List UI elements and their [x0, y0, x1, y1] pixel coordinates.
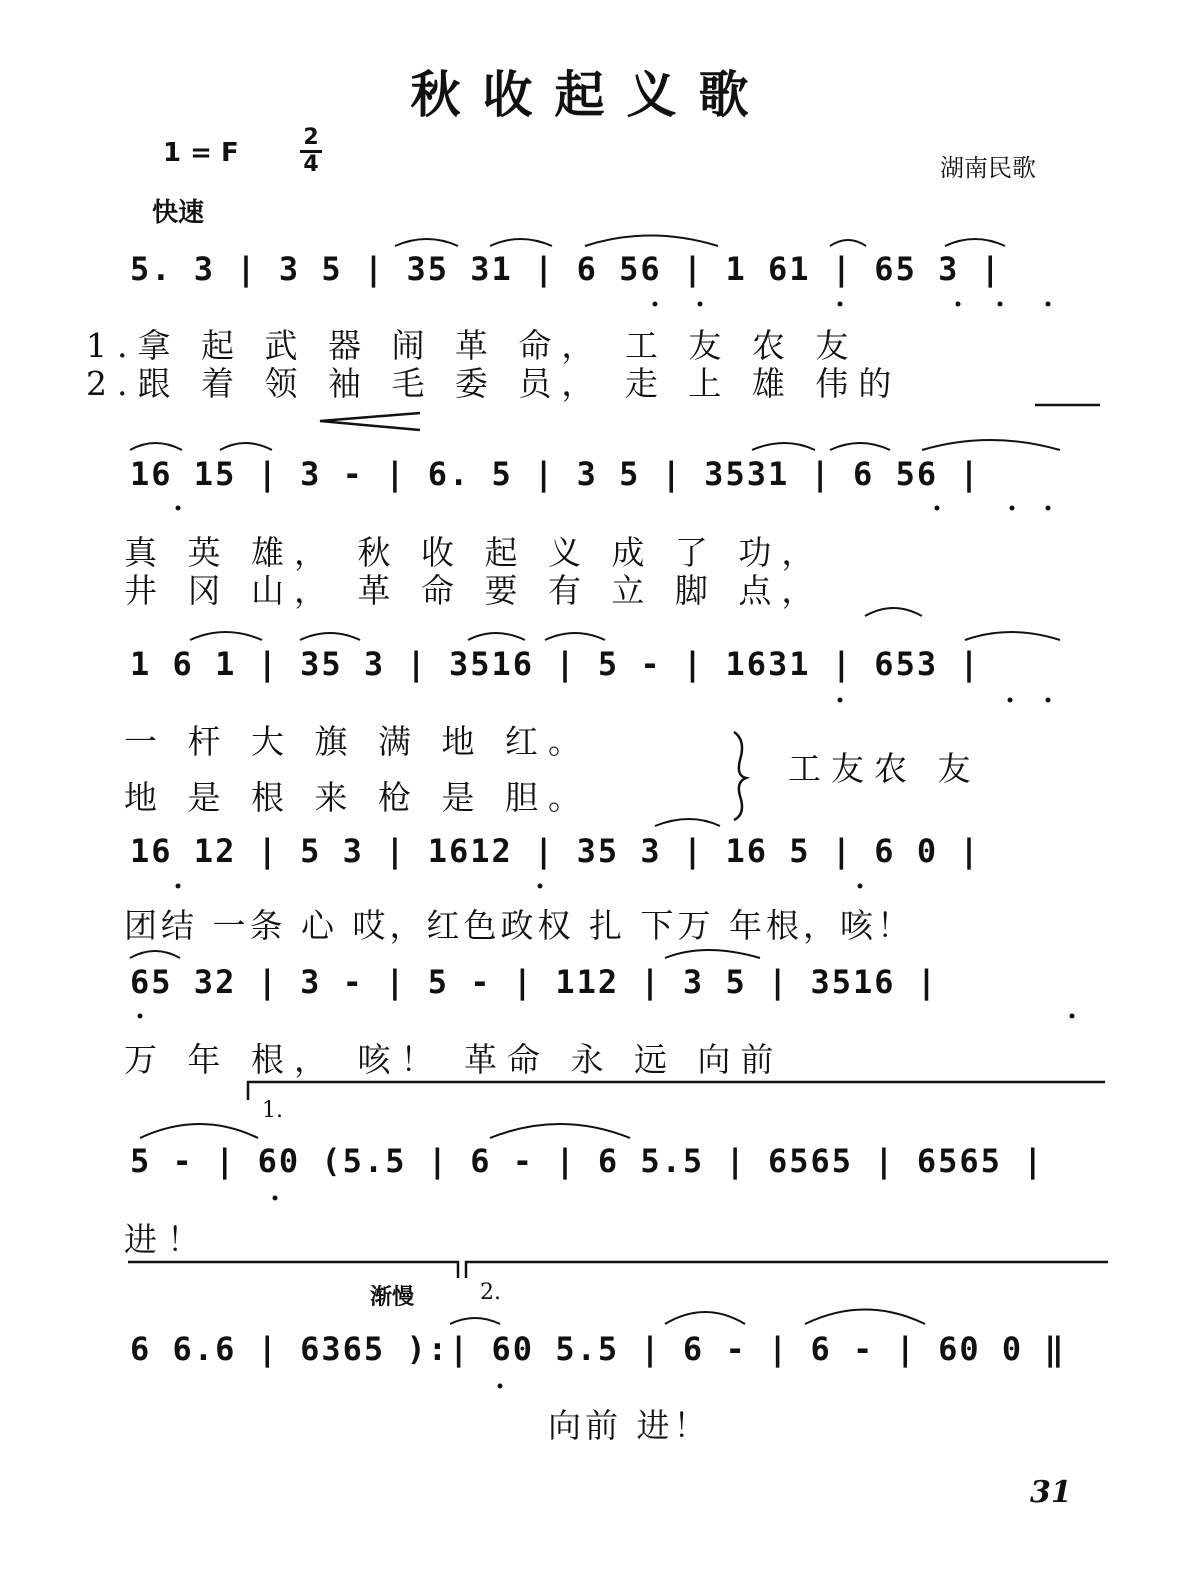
lyric-row-1-verse-1: 1.拿 起 武 器 闹 革 命， 工 友 农 友	[86, 326, 859, 365]
page-title: 秋收起义歌	[410, 65, 771, 124]
time-bottom: 4	[303, 152, 319, 177]
notation-row-7: 6 6.6 | 6365 ):| 60 5.5 | 6 - | 6 - | 60 0 ‖	[130, 1330, 1066, 1368]
lyric-row-4: 团结 一条 心 哎，红色政权 扎 下万 年根，咳！	[124, 906, 914, 945]
notation-row-1: 5. 3 | 3 5 | 35 31 | 6 56 | 1 61 | 65 3 |	[130, 250, 1002, 288]
lyric-row-1-verse-2: 2.跟 着 领 袖 毛 委 员， 走 上 雄 伟的	[86, 364, 902, 403]
lyric-row-3-side: 工友农 友	[788, 749, 981, 788]
song-origin: 湖南民歌	[940, 154, 1036, 182]
notation-row-6: 5 - | 60 (5.5 | 6 - | 6 5.5 | 6565 | 6565 |	[130, 1142, 1045, 1180]
notation-row-2: 16 15 | 3 - | 6. 5 | 3 5 | 3531 | 6 56 |	[130, 455, 981, 493]
tempo-change-marking: 渐慢	[370, 1284, 415, 1310]
lyric-row-3-verse-2: 地 是 根 来 枪 是 胆。	[124, 778, 591, 817]
lyric-row-3-verse-1: 一 杆 大 旗 满 地 红。	[124, 722, 591, 761]
time-top: 2	[303, 125, 319, 150]
lyric-row-2-verse-2: 井 冈 山， 革 命 要 有 立 脚 点，	[124, 571, 825, 610]
volta-2-label: 2.	[480, 1280, 501, 1305]
lyric-row-5: 万 年 根， 咳！ 革命 永 远 向前	[124, 1040, 784, 1079]
volta-1-label: 1.	[262, 1098, 283, 1123]
notation-row-3: 1 6 1 | 35 3 | 3516 | 5 - | 1631 | 653 |	[130, 645, 981, 683]
page-number: 31	[1030, 1475, 1072, 1510]
lyric-row-7: 向前 进！	[548, 1406, 711, 1445]
notation-row-4: 16 12 | 5 3 | 1612 | 35 3 | 16 5 | 6 0 |	[130, 832, 981, 870]
key-signature: 1 = F	[163, 138, 239, 168]
lyric-row-6: 进！	[124, 1220, 210, 1259]
notation-row-5: 65 32 | 3 - | 5 - | 112 | 3 5 | 3516 |	[130, 963, 939, 1001]
tempo-marking: 快速	[152, 198, 205, 228]
lyric-row-2-verse-1: 真 英 雄， 秋 收 起 义 成 了 功，	[124, 533, 825, 572]
